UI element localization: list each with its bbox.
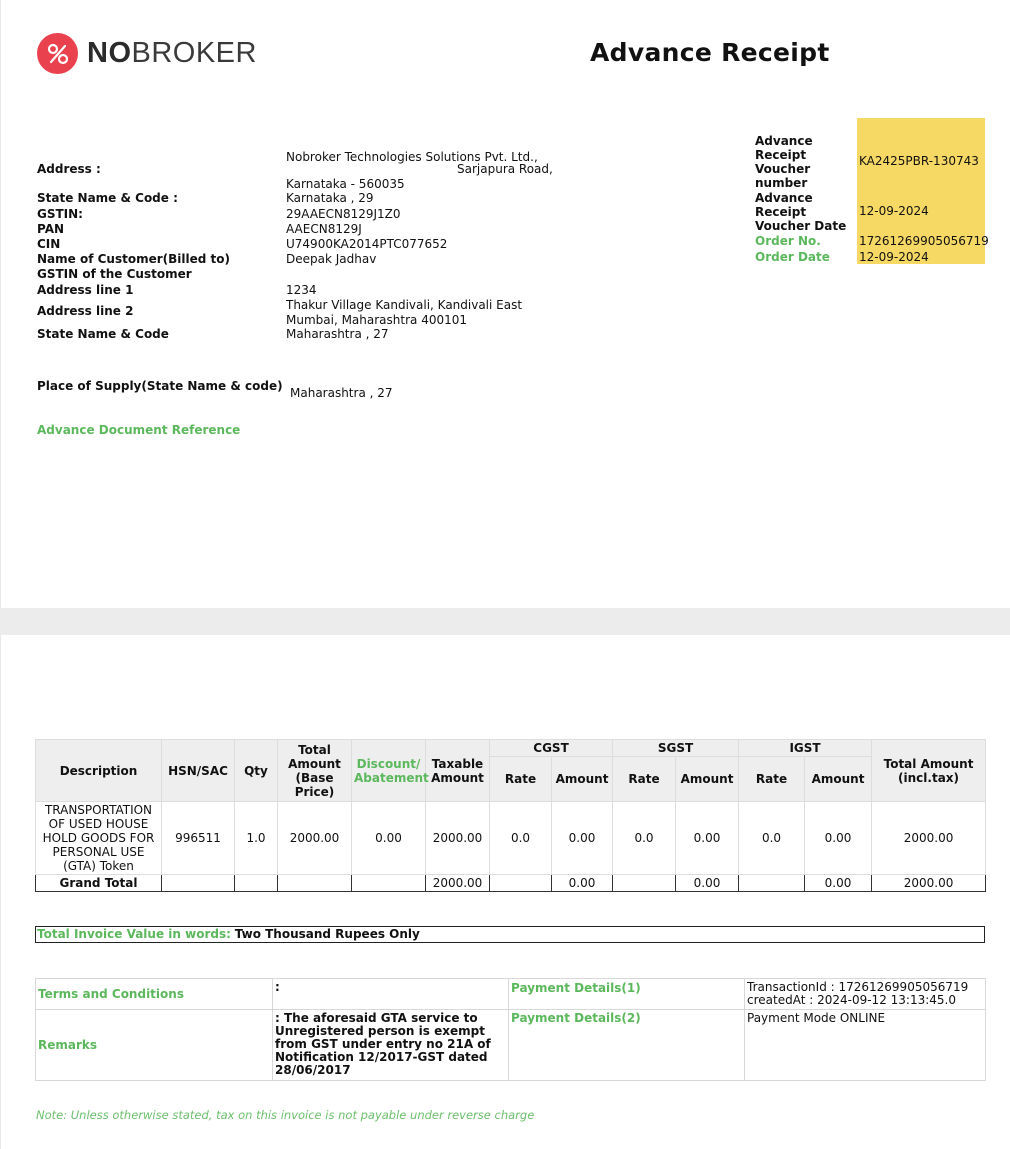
item-description: TRANSPORTATION OF USED HOUSE HOLD GOODS FOR PERSONAL USE (GTA) Token bbox=[36, 802, 162, 875]
nobroker-logo bbox=[37, 33, 257, 74]
customer-state-label: State Name & Code bbox=[37, 327, 169, 341]
item-cgst-rate: 0.0 bbox=[490, 802, 552, 875]
address-line1-value: 1234 bbox=[286, 283, 317, 297]
header-hsn-sac: HSN/SAC bbox=[162, 740, 235, 802]
header-cgst-amount: Amount bbox=[552, 757, 613, 802]
item-discount: 0.00 bbox=[352, 802, 426, 875]
header-cgst: CGST bbox=[490, 740, 613, 757]
header-igst-rate: Rate bbox=[739, 757, 805, 802]
header-sgst-amount: Amount bbox=[676, 757, 739, 802]
grand-total-sgst: 0.00 bbox=[676, 875, 739, 892]
seller-address-line1: Nobroker Technologies Solutions Pvt. Ltd., bbox=[286, 150, 538, 164]
address-line1-label: Address line 1 bbox=[37, 283, 134, 297]
customer-state-value: Maharashtra , 27 bbox=[286, 327, 389, 341]
seller-address-line3: Karnataka - 560035 bbox=[286, 177, 405, 191]
place-of-supply-value: Maharashtra , 27 bbox=[290, 386, 393, 400]
page-break bbox=[0, 608, 1010, 635]
grand-total-taxable: 2000.00 bbox=[426, 875, 490, 892]
header-igst-amount: Amount bbox=[805, 757, 872, 802]
gstin-value: 29AAECN8129J1Z0 bbox=[286, 207, 401, 221]
header-taxable-amount: Taxable Amount bbox=[426, 740, 490, 802]
table-row bbox=[36, 802, 986, 875]
item-cgst-amount: 0.00 bbox=[552, 802, 613, 875]
payment-details-1-value: TransactionId : 17261269905056719 createdAt : 2024-09-12 13:13:45.0 bbox=[745, 979, 986, 1010]
item-hsn: 996511 bbox=[162, 802, 235, 875]
voucher-date-value: 12-09-2024 bbox=[859, 204, 929, 218]
state-value: Karnataka , 29 bbox=[286, 191, 374, 205]
header-discount: Discount/ Abatement bbox=[352, 740, 426, 802]
header-sgst: SGST bbox=[613, 740, 739, 757]
customer-name-value: Deepak Jadhav bbox=[286, 252, 377, 266]
order-date-label: Order Date bbox=[755, 250, 830, 264]
place-of-supply-label: Place of Supply(State Name & code) bbox=[37, 379, 283, 393]
header-total-amount: Total Amount (Base Price) bbox=[278, 740, 352, 802]
voucher-date-label: Advance Receipt Voucher Date bbox=[755, 191, 847, 233]
grand-total-label: Grand Total bbox=[36, 875, 162, 892]
gstin-label: GSTIN: bbox=[37, 207, 83, 221]
customer-gstin-label: GSTIN of the Customer bbox=[37, 267, 192, 281]
header-sgst-rate: Rate bbox=[613, 757, 676, 802]
grand-total-igst: 0.00 bbox=[805, 875, 872, 892]
item-total-amount: 2000.00 bbox=[278, 802, 352, 875]
seller-address-line2: Sarjapura Road, bbox=[457, 162, 553, 176]
pan-value: AAECN8129J bbox=[286, 222, 362, 236]
address-line2-label: Address line 2 bbox=[37, 304, 134, 318]
grand-total-incl: 2000.00 bbox=[872, 875, 986, 892]
item-total-incl: 2000.00 bbox=[872, 802, 986, 875]
voucher-number-value: KA2425PBR-130743 bbox=[859, 154, 979, 168]
item-sgst-amount: 0.00 bbox=[676, 802, 739, 875]
grand-total-row bbox=[36, 875, 986, 892]
order-date-value: 12-09-2024 bbox=[859, 250, 929, 264]
terms-value: : bbox=[273, 979, 509, 1010]
order-no-label: Order No. bbox=[755, 234, 821, 248]
address-label: Address : bbox=[37, 162, 101, 176]
item-taxable: 2000.00 bbox=[426, 802, 490, 875]
remarks-value: : The aforesaid GTA service to Unregistered person is exempt from GST under entry no 21A of Notification 12/2017-GST dated 28/06/2017 bbox=[273, 1010, 509, 1081]
header-total-incl-tax: Total Amount (incl.tax) bbox=[872, 740, 986, 802]
page-title: Advance Receipt bbox=[590, 38, 830, 67]
reverse-charge-note: Note: Unless otherwise stated, tax on this invoice is not payable under reverse charge bbox=[36, 1108, 535, 1122]
customer-name-label: Name of Customer(Billed to) bbox=[37, 252, 230, 266]
header-cgst-rate: Rate bbox=[490, 757, 552, 802]
payment-details-2-value: Payment Mode ONLINE bbox=[745, 1010, 986, 1081]
item-sgst-rate: 0.0 bbox=[613, 802, 676, 875]
items-table bbox=[35, 739, 986, 892]
state-label: State Name & Code : bbox=[37, 191, 178, 205]
words-label: Total Invoice Value in words: bbox=[37, 927, 231, 941]
invoice-value-in-words bbox=[35, 926, 985, 943]
order-no-value: 17261269905056719 bbox=[859, 234, 989, 248]
header-igst: IGST bbox=[739, 740, 872, 757]
header-description: Description bbox=[36, 740, 162, 802]
cin-value: U74900KA2014PTC077652 bbox=[286, 237, 448, 251]
item-qty: 1.0 bbox=[235, 802, 278, 875]
terms-table bbox=[35, 978, 986, 1081]
payment-details-2-label: Payment Details(2) bbox=[509, 1010, 745, 1081]
address-line2-value-1: Thakur Village Kandivali, Kandivali East bbox=[286, 298, 523, 312]
address-line2-value-2: Mumbai, Maharashtra 400101 bbox=[286, 313, 468, 327]
voucher-number-label: Advance Receipt Voucher number bbox=[755, 134, 813, 190]
pan-label: PAN bbox=[37, 222, 65, 236]
grand-total-cgst: 0.00 bbox=[552, 875, 613, 892]
cin-label: CIN bbox=[37, 237, 61, 251]
header-qty: Qty bbox=[235, 740, 278, 802]
advance-document-reference-label: Advance Document Reference bbox=[37, 423, 241, 437]
item-igst-rate: 0.0 bbox=[739, 802, 805, 875]
brand-name: NOBROKER bbox=[87, 37, 257, 69]
item-igst-amount: 0.00 bbox=[805, 802, 872, 875]
payment-details-1-label: Payment Details(1) bbox=[509, 979, 745, 1010]
words-value: Two Thousand Rupees Only bbox=[234, 927, 420, 941]
percent-icon bbox=[37, 33, 78, 74]
remarks-label: Remarks bbox=[36, 1010, 273, 1081]
terms-label: Terms and Conditions bbox=[36, 979, 273, 1010]
